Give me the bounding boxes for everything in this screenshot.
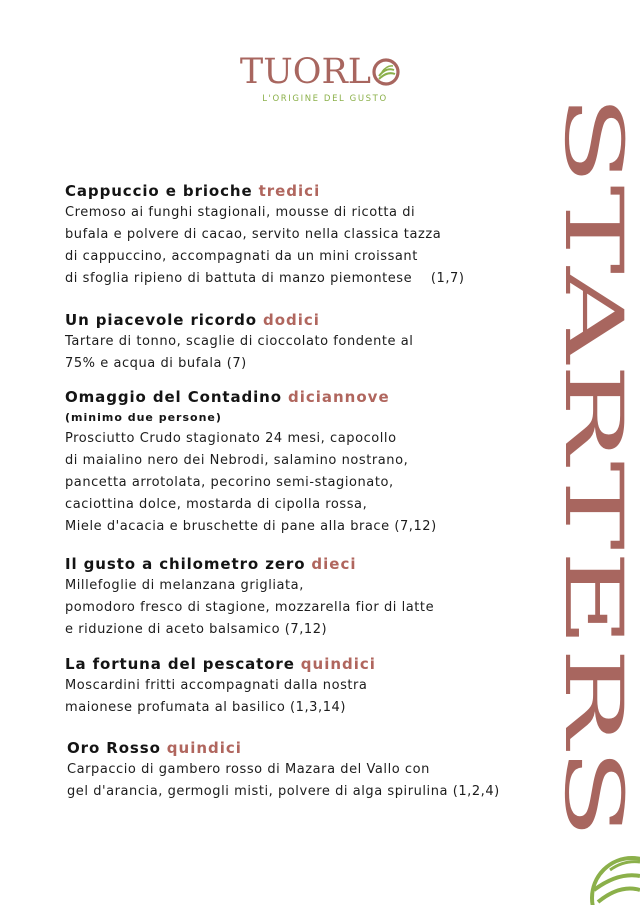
item-subtitle: (minimo due persone) <box>65 411 222 424</box>
item-title <box>65 386 535 408</box>
desc-line: gel d'arancia, germogli misti, polvere di alga spirulina (1,2,4) <box>67 784 500 799</box>
leaf-emblem-icon <box>588 850 640 905</box>
item-description <box>65 428 535 538</box>
desc-line: di cappuccino, accompagnati da un mini croissant <box>65 249 418 264</box>
item-description <box>65 202 535 290</box>
item-title <box>65 553 535 575</box>
logo-name: TUORL <box>239 52 372 92</box>
menu-item <box>65 386 535 538</box>
logo-wordmark <box>240 52 400 92</box>
logo <box>0 52 640 104</box>
item-price: dodici <box>262 311 320 329</box>
item-price: quindici <box>166 739 242 757</box>
desc-line: e riduzione di aceto balsamico (7,12) <box>65 622 328 637</box>
menu-item <box>65 553 535 641</box>
desc-line: Moscardini fritti accompagnati dalla nostra <box>65 678 368 693</box>
desc-line: Tartare di tonno, scaglie di cioccolato fondente al <box>65 334 414 349</box>
item-title <box>65 309 535 331</box>
item-price: dieci <box>311 555 357 573</box>
section-title <box>547 94 640 839</box>
desc-line: Cremoso ai funghi stagionali, mousse di ricotta di <box>65 205 416 220</box>
menu-item <box>65 180 535 290</box>
desc-line: di maialino nero dei Nebrodi, salamino nostrano, <box>65 453 409 468</box>
item-name: Cappuccio e brioche <box>65 182 253 200</box>
menu-item <box>65 309 535 375</box>
desc-line: caciottina dolce, mostarda di cipolla rossa, <box>65 497 368 512</box>
item-description <box>65 331 535 375</box>
item-name: Il gusto a chilometro zero <box>65 555 306 573</box>
item-name: Oro Rosso <box>67 739 161 757</box>
desc-line: 75% e acqua di bufala (7) <box>65 356 247 371</box>
menu-item <box>67 737 537 803</box>
desc-line: bufala e polvere di cacao, servito nella classica tazza <box>65 227 442 242</box>
desc-line: Miele d'acacia e bruschette di pane alla brace (7,12) <box>65 519 437 534</box>
item-title <box>65 653 535 675</box>
leaf-circle-icon <box>372 58 400 86</box>
item-name: Un piacevole ricordo <box>65 311 257 329</box>
item-name: Omaggio del Contadino <box>65 388 282 406</box>
desc-line: Millefoglie di melanzana grigliata, <box>65 578 304 593</box>
item-title <box>67 737 537 759</box>
item-price: diciannove <box>287 388 390 406</box>
item-price: quindici <box>300 655 376 673</box>
item-name: La fortuna del pescatore <box>65 655 295 673</box>
desc-line: di sfoglia ripieno di battuta di manzo piemontese (1,7) <box>65 271 465 286</box>
section-title-text: STARTERS <box>547 94 640 542</box>
item-price: tredici <box>258 182 321 200</box>
item-description <box>65 675 535 719</box>
desc-line: Carpaccio di gambero rosso di Mazara del Vallo con <box>67 762 430 777</box>
desc-line: pomodoro fresco di stagione, mozzarella fior di latte <box>65 600 435 615</box>
desc-line: pancetta arrotolata, pecorino semi-stagionato, <box>65 475 394 490</box>
item-description <box>65 575 535 641</box>
menu-item <box>65 653 535 719</box>
logo-tagline: L'ORIGINE DEL GUSTO <box>262 94 388 104</box>
item-description <box>67 759 537 803</box>
item-title <box>65 180 535 202</box>
desc-line: maionese profumata al basilico (1,3,14) <box>65 700 346 715</box>
desc-line: Prosciutto Crudo stagionato 24 mesi, capocollo <box>65 431 397 446</box>
